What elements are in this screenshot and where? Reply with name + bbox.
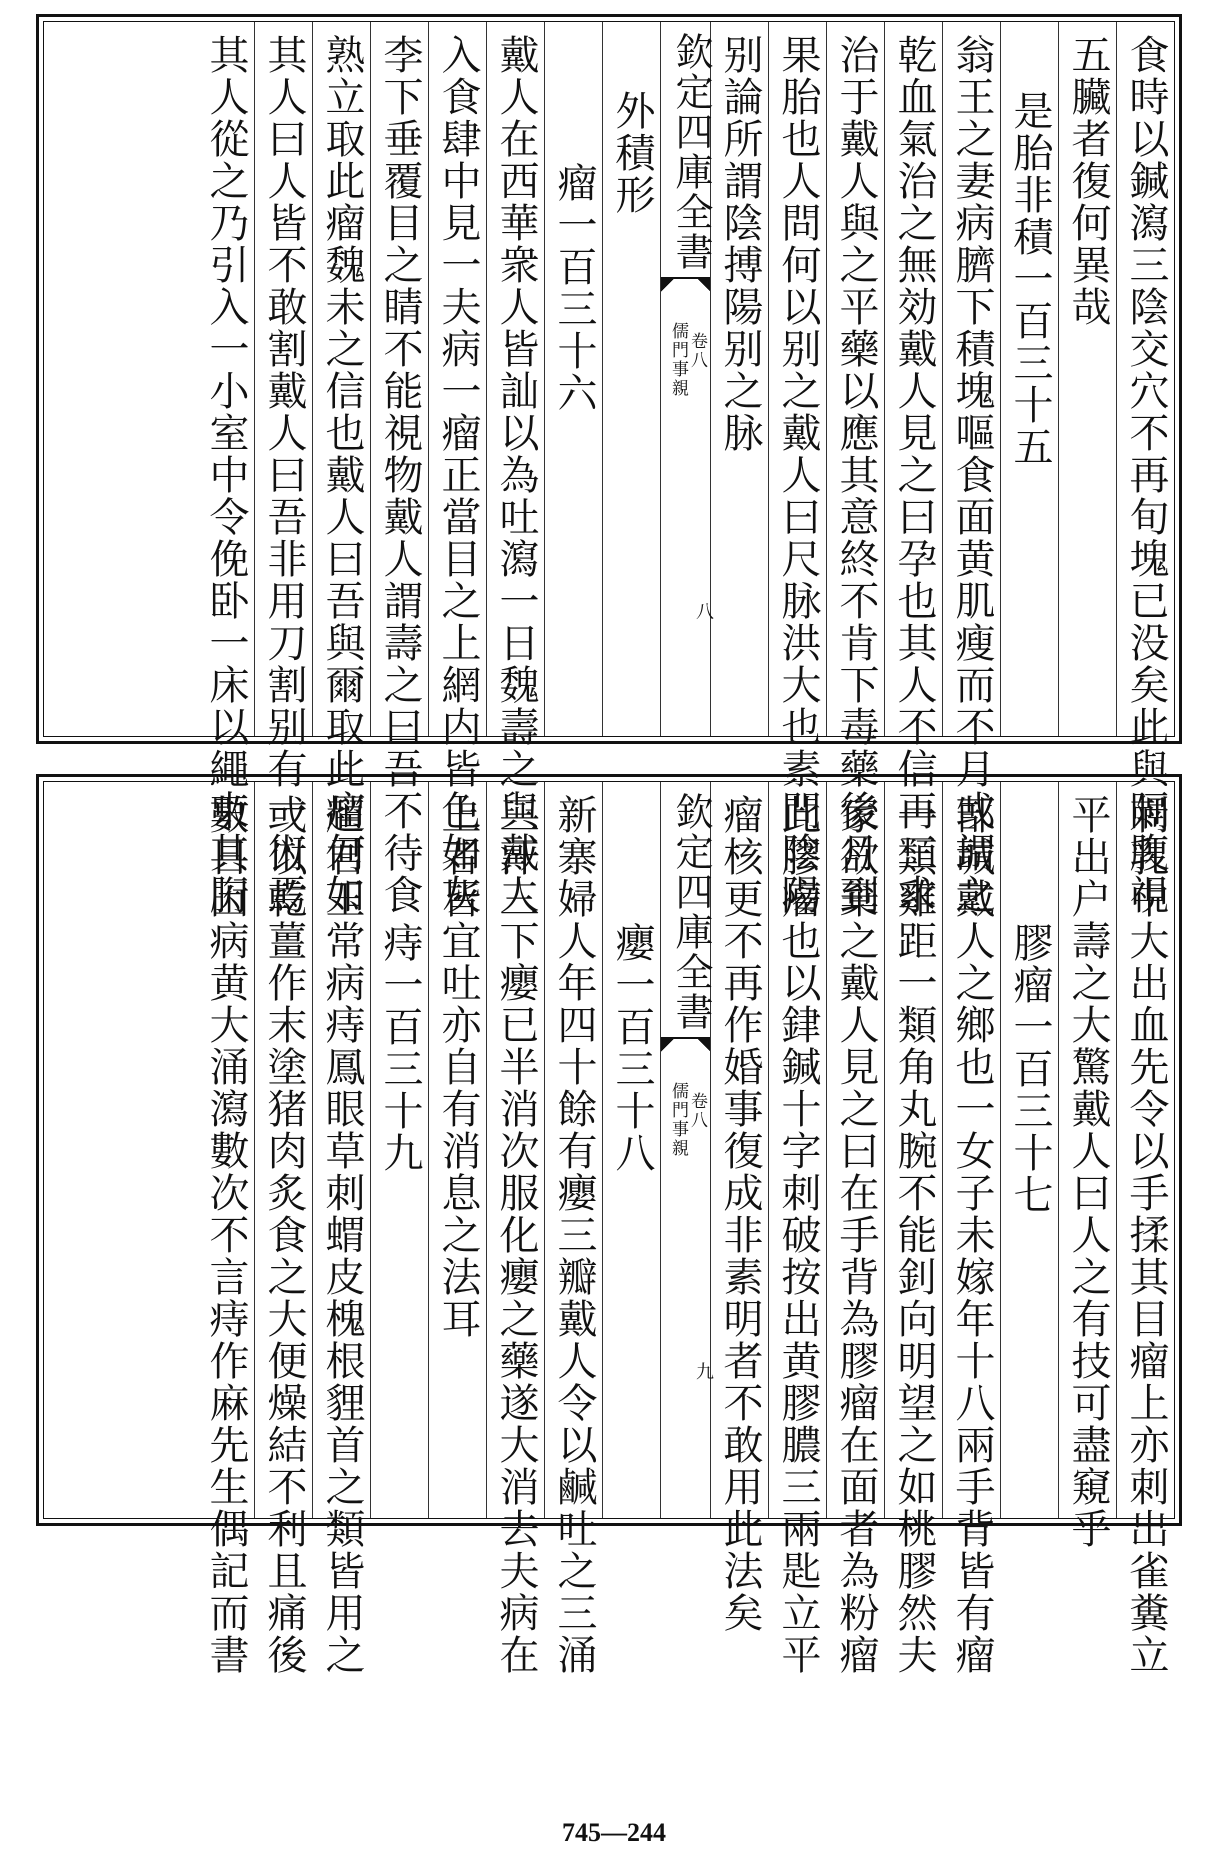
text-column: 食時以鍼瀉三陰交穴不再旬塊已没矣此與隔腹視 (1116, 22, 1174, 736)
text-column: 熟立取此瘤魏未之信也戴人曰吾與爾取此瘤何如 (312, 22, 370, 736)
text-column: 果胎也人問何以别之戴人曰尺脉洪大也素問陰陽 (768, 22, 826, 736)
section-heading: 膠瘤一百三十七 (1000, 782, 1058, 1518)
top-page-frame (43, 21, 1175, 916)
text-column: 乾血氣治之無効戴人見之曰孕也其人不信再三求 (884, 22, 942, 736)
center-fold (660, 22, 714, 736)
juan-label: 卷八 (687, 332, 707, 370)
text-column: 李下垂覆目之睛不能視物戴人謂壽之曰吾不待食 (370, 22, 428, 736)
book-title: 欽定四庫全書 (669, 32, 713, 272)
bottom-page-frame (43, 781, 1175, 1676)
text-column: 别論所謂陰搏陽别之脉 (710, 22, 768, 736)
text-column: 家欲棄之戴人見之曰在手背為膠瘤在面者為粉瘤 (826, 782, 884, 1518)
section-heading: 瘤一百三十六 (544, 22, 602, 736)
bottom-page-columns (44, 782, 1174, 1676)
text-column: 數日因病黄大涌瀉數次不言痔作麻先生偶記而書 (203, 794, 249, 1676)
text-column: 三汗三下癭已半消次服化癭之藥遂大消去夫病在 (486, 782, 544, 1518)
text-column: 一類雞距一類角丸腕不能釗向明望之如桃膠然夫 (884, 782, 942, 1518)
bottom-page (36, 774, 1182, 1676)
text-column: 新寨婦人年四十餘有癭三瓣戴人令以鹹吐之三涌 (544, 782, 602, 1518)
text-column: 入食肆中見一夫病一瘤正當目之上網内皆色如灰 (428, 22, 486, 736)
text-column: 瘤核更不再作婚事復成非素明者不敢用此法矣 (710, 782, 768, 1518)
section-heading: 痔一百三十九 (370, 782, 428, 1518)
text-column: 此膠瘤也以銉鍼十字刺破按出黄膠膿三兩匙立平 (768, 782, 826, 1518)
text-column: 其人從之乃引入一小室中令俛卧一床以繩束其胻 (203, 34, 249, 916)
leaf-number: 九 (693, 1362, 714, 1382)
section-heading: 癭一百三十八 (602, 782, 660, 1518)
section-heading: 是胎非積一百三十五 (1000, 22, 1058, 736)
text-column: 翁王之妻病臍下積塊嘔食面黄肌瘦而不月或謂之 (942, 22, 1000, 736)
text-column: 上者皆宜吐亦自有消息之法耳 (428, 782, 486, 1518)
fishtail-mark (661, 277, 710, 305)
text-column: 郜城戴人之鄉也一女子未嫁年十八兩手背皆有瘤 (942, 782, 1000, 1518)
top-page-columns (44, 22, 1174, 916)
text-column: 戴人在西華衆人皆訕以為吐瀉一日魏壽之與戴人 (486, 22, 544, 736)
text-column: 刺乳中大出血先令以手揉其目瘤上亦刺出雀糞立 (1116, 782, 1174, 1518)
page-number: 745—244 (562, 1818, 666, 1847)
text-column: 或以乾薑作末塗猪肉炙食之大便燥結不利且痛後 (254, 782, 312, 1518)
book-name: 儒門事親 (668, 1082, 688, 1158)
section-heading: 外積形 (602, 22, 660, 736)
book-title: 欽定四庫全書 (669, 792, 713, 1032)
center-fold (660, 782, 714, 1518)
top-page (36, 14, 1182, 916)
text-column: 治于戴人與之平藥以應其意終不肯下毒藥後月到 (826, 22, 884, 736)
text-column: 其人曰人皆不敢割戴人曰吾非用刀割别有一術焉 (254, 22, 312, 736)
text-column: 五臟者復何異哉 (1058, 22, 1116, 736)
text-column: 趙君玉常病痔鳳眼草刺蝟皮槐根貍首之類皆用之 (312, 782, 370, 1518)
juan-label: 卷八 (687, 1092, 707, 1130)
fishtail-mark (661, 1037, 710, 1065)
leaf-number: 八 (693, 602, 714, 622)
book-name: 儒門事親 (668, 322, 688, 398)
text-column: 平出户壽之大驚戴人曰人之有技可盡窺乎 (1058, 782, 1116, 1518)
